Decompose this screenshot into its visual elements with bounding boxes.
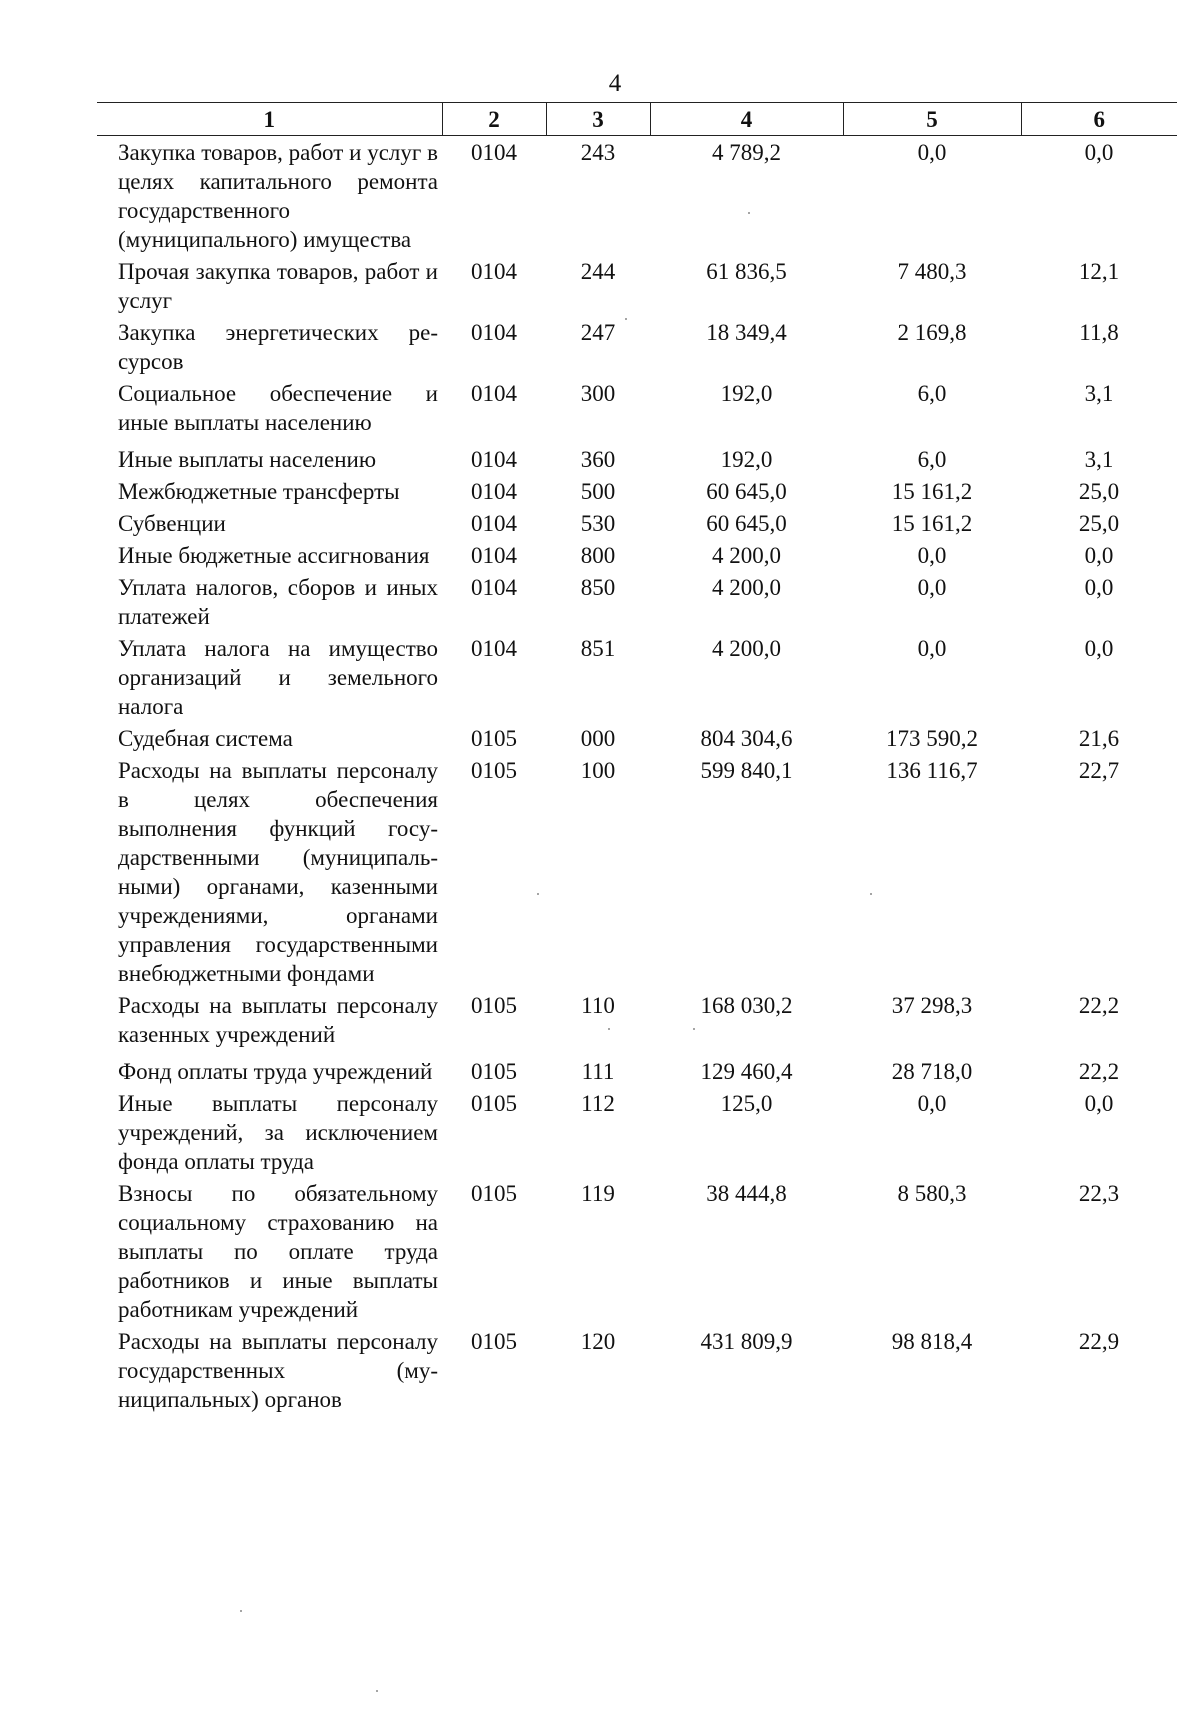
table-row	[97, 1050, 1177, 1087]
plan-amount: 18 349,4	[706, 320, 787, 345]
section-code: 0105	[471, 1091, 517, 1116]
section-code: 0104	[471, 320, 517, 345]
expense-type-code: 360	[580, 447, 616, 472]
expense-name: Субвенции	[118, 511, 226, 536]
expense-name: Закупка товаров, работ и услуг в целях капитального ремонта государственного (муниципального) имущества	[118, 140, 438, 252]
execution-percent: 22,7	[1078, 758, 1120, 783]
execution-percent: 0,0	[1084, 636, 1114, 661]
expense-name: Закупка энергетических ресурсов	[118, 320, 438, 374]
expense-name: Социальное обеспечение и иные выплаты населению	[118, 381, 438, 435]
fact-amount: 28 718,0	[891, 1059, 973, 1084]
expense-type-code: 120	[580, 1329, 616, 1354]
column-header: 5	[843, 103, 1021, 136]
section-code: 0104	[471, 259, 517, 284]
plan-amount: 61 836,5	[706, 259, 787, 284]
section-code: 0105	[471, 993, 517, 1018]
scan-speck	[625, 318, 627, 320]
expense-type-code: 247	[580, 320, 616, 345]
table-row	[97, 754, 1177, 989]
expense-type-code: 244	[580, 259, 616, 284]
scan-speck	[748, 212, 750, 214]
expense-type-code: 300	[580, 381, 616, 406]
table-row	[97, 989, 1177, 1050]
expense-name: Расходы на выплаты персоналу государственных (муниципальных) органов	[118, 1329, 438, 1412]
expense-name: Иные выплаты персоналу учреждений, за исключением фонда оплаты труда	[118, 1091, 438, 1174]
expense-type-code: 112	[581, 1091, 615, 1116]
section-code: 0105	[471, 1329, 517, 1354]
expense-type-code: 111	[581, 1059, 615, 1084]
table-row	[97, 136, 1177, 256]
plan-amount: 804 304,6	[700, 726, 793, 751]
fact-amount: 15 161,2	[891, 479, 973, 504]
expense-name: Уплата налога на имущество организаций и земельного налога	[118, 636, 438, 719]
execution-percent: 25,0	[1078, 511, 1120, 536]
expense-type-code: 119	[581, 1181, 615, 1206]
table-row	[97, 1177, 1177, 1325]
expense-type-code: 851	[580, 636, 616, 661]
execution-percent: 22,3	[1078, 1181, 1120, 1206]
scan-speck	[537, 893, 539, 895]
fact-amount: 2 169,8	[897, 320, 967, 345]
table-row	[97, 316, 1177, 377]
fact-amount: 98 818,4	[891, 1329, 973, 1354]
plan-amount: 4 789,2	[712, 140, 781, 165]
execution-percent: 0,0	[1084, 543, 1114, 568]
expense-type-code: 800	[580, 543, 616, 568]
expense-type-code: 000	[580, 726, 616, 751]
expense-type-code: 500	[580, 479, 616, 504]
expense-name: Иные бюджетные ассигнования	[118, 543, 430, 568]
column-header: 3	[546, 103, 650, 136]
plan-amount: 60 645,0	[706, 479, 787, 504]
execution-percent: 22,2	[1078, 1059, 1120, 1084]
fact-amount: 0,0	[917, 140, 947, 165]
fact-amount: 0,0	[917, 1091, 947, 1116]
execution-percent: 0,0	[1084, 1091, 1114, 1116]
table-row	[97, 539, 1177, 571]
execution-percent: 0,0	[1084, 575, 1114, 600]
fact-amount: 6,0	[917, 381, 947, 406]
column-header: 2	[442, 103, 546, 136]
plan-amount: 38 444,8	[706, 1181, 787, 1206]
expense-name: Фонд оплаты труда учреждений	[118, 1059, 433, 1084]
section-code: 0104	[471, 511, 517, 536]
plan-amount: 60 645,0	[706, 511, 787, 536]
table-row	[97, 438, 1177, 475]
fact-amount: 8 580,3	[897, 1181, 967, 1206]
expense-name: Межбюджетные трансферты	[118, 479, 400, 504]
section-code: 0104	[471, 140, 517, 165]
column-header: 1	[97, 103, 442, 136]
scan-speck	[240, 1610, 242, 1612]
fact-amount: 37 298,3	[891, 993, 973, 1018]
execution-percent: 22,2	[1078, 993, 1120, 1018]
expense-type-code: 110	[581, 993, 615, 1018]
table-row	[97, 571, 1177, 632]
execution-percent: 11,8	[1079, 320, 1119, 345]
table-row	[97, 722, 1177, 754]
scan-speck	[608, 1028, 610, 1030]
fact-amount: 7 480,3	[897, 259, 967, 284]
table-row	[97, 1325, 1177, 1415]
expense-name: Расходы на выплаты персоналу в целях обеспечения выполнения функций государственными (муниципальными) органами, казенными учреждениями, органами управления государственными внебюджетными фондами	[118, 758, 438, 986]
expense-type-code: 100	[580, 758, 616, 783]
plan-amount: 599 840,1	[700, 758, 793, 783]
table-row	[97, 1087, 1177, 1177]
section-code: 0104	[471, 636, 517, 661]
expense-name: Взносы по обязательному социальному страхованию на выплаты по оплате труда работников и иные выплаты работникам учреждений	[118, 1181, 438, 1322]
expense-name: Прочая закупка товаров, работ и услуг	[118, 259, 438, 313]
expense-name: Расходы на выплаты персоналу казенных учреждений	[118, 993, 438, 1047]
fact-amount: 0,0	[917, 543, 947, 568]
table-row	[97, 255, 1177, 316]
expense-name: Судебная система	[118, 726, 293, 751]
section-code: 0105	[471, 1181, 517, 1206]
section-code: 0105	[471, 726, 517, 751]
expense-type-code: 243	[580, 140, 616, 165]
section-code: 0104	[471, 479, 517, 504]
section-code: 0104	[471, 543, 517, 568]
execution-percent: 21,6	[1078, 726, 1120, 751]
plan-amount: 192,0	[720, 447, 773, 472]
scan-speck	[870, 893, 872, 895]
plan-amount: 4 200,0	[712, 636, 781, 661]
execution-percent: 0,0	[1084, 140, 1114, 165]
execution-percent: 3,1	[1084, 447, 1114, 472]
expense-type-code: 850	[580, 575, 616, 600]
plan-amount: 4 200,0	[712, 575, 781, 600]
column-header: 6	[1021, 103, 1177, 136]
table-header-row	[97, 103, 1177, 136]
section-code: 0104	[471, 381, 517, 406]
fact-amount: 15 161,2	[891, 511, 973, 536]
page-number: 4	[608, 70, 622, 97]
plan-amount: 4 200,0	[712, 543, 781, 568]
budget-table	[97, 102, 1177, 1415]
table-row	[97, 475, 1177, 507]
plan-amount: 431 809,9	[700, 1329, 793, 1354]
scan-speck	[693, 1028, 695, 1030]
plan-amount: 168 030,2	[700, 993, 793, 1018]
section-code: 0104	[471, 575, 517, 600]
execution-percent: 25,0	[1078, 479, 1120, 504]
expense-name: Иные выплаты населению	[118, 447, 376, 472]
fact-amount: 6,0	[917, 447, 947, 472]
column-header: 4	[650, 103, 843, 136]
execution-percent: 12,1	[1078, 259, 1120, 284]
fact-amount: 0,0	[917, 575, 947, 600]
section-code: 0104	[471, 447, 517, 472]
plan-amount: 125,0	[720, 1091, 773, 1116]
section-code: 0105	[471, 758, 517, 783]
section-code: 0105	[471, 1059, 517, 1084]
table-row	[97, 507, 1177, 539]
fact-amount: 0,0	[917, 636, 947, 661]
fact-amount: 173 590,2	[886, 726, 978, 751]
scan-speck	[376, 1690, 378, 1692]
fact-amount: 136 116,7	[886, 758, 978, 783]
table-row	[97, 632, 1177, 722]
plan-amount: 129 460,4	[700, 1059, 793, 1084]
plan-amount: 192,0	[720, 381, 773, 406]
execution-percent: 3,1	[1084, 381, 1114, 406]
table-row	[97, 377, 1177, 438]
execution-percent: 22,9	[1078, 1329, 1120, 1354]
expense-type-code: 530	[580, 511, 616, 536]
expense-name: Уплата налогов, сборов и иных платежей	[118, 575, 438, 629]
